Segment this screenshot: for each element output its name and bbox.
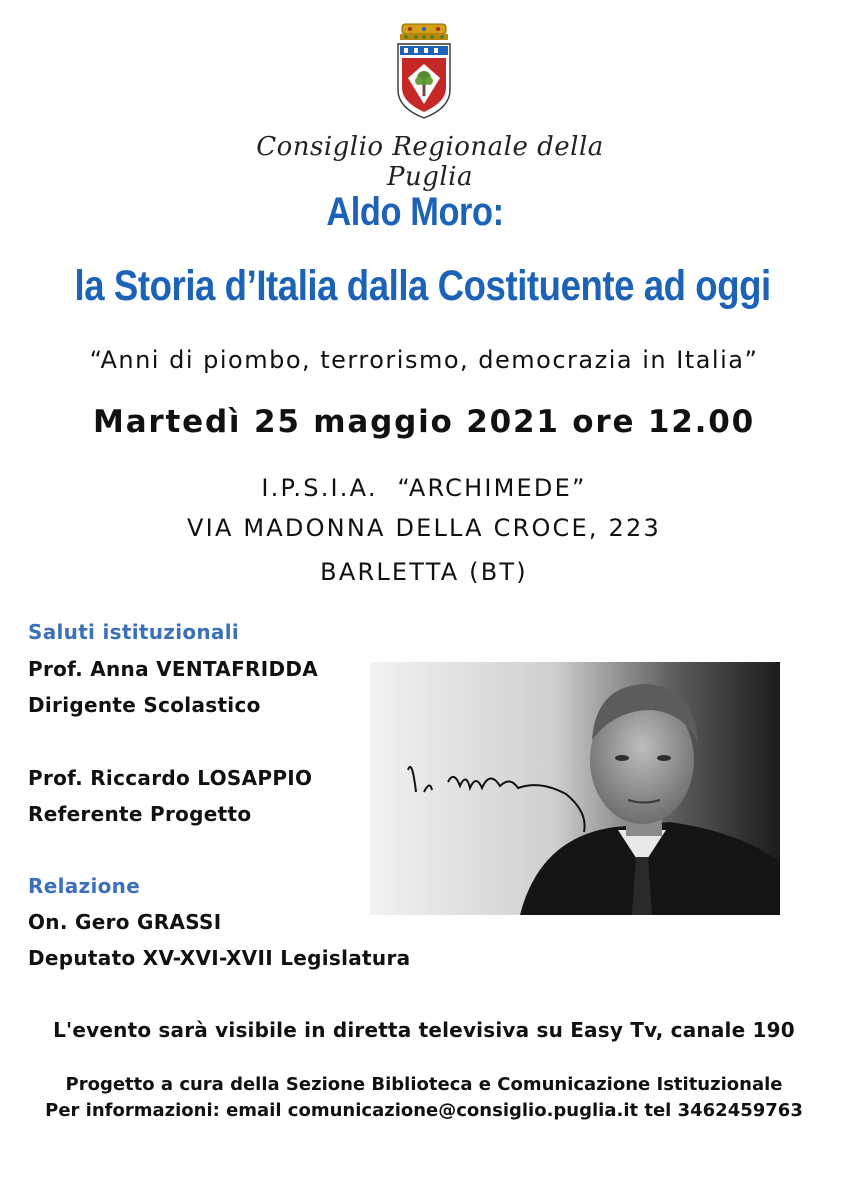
broadcast-info: L'evento sarà visibile in diretta televisiva su Easy Tv, canale 190 xyxy=(53,1018,795,1042)
contact-info: Per informazioni: email comunicazione@consiglio.puglia.it tel 3462459763 xyxy=(45,1100,803,1121)
greeting-2-name: Prof. Riccardo LOSAPPIO xyxy=(28,766,313,790)
event-title-line-2: la Storia d’Italia dalla Costituente ad oggi xyxy=(74,262,771,310)
talk-speaker-role: Deputato XV-XVI-XVII Legislatura xyxy=(28,946,411,970)
greeting-1-name: Prof. Anna VENTAFRIDDA xyxy=(28,657,319,681)
organization-name: Consiglio Regionale della Puglia xyxy=(256,132,604,192)
aldo-moro-portrait-photo xyxy=(370,662,780,915)
venue-city: BARLETTA (BT) xyxy=(320,558,528,586)
venue-address: VIA MADONNA DELLA CROCE, 223 xyxy=(187,514,661,542)
puglia-coat-of-arms-icon xyxy=(388,22,460,122)
venue-name: I.P.S.I.A. “ARCHIMEDE” xyxy=(261,474,587,502)
greeting-2-role: Referente Progetto xyxy=(28,802,252,826)
project-credit: Progetto a cura della Sezione Biblioteca e Comunicazione Istituzionale xyxy=(65,1074,783,1095)
greetings-label: Saluti istituzionali xyxy=(28,620,240,644)
event-date: Martedì 25 maggio 2021 ore 12.00 xyxy=(93,404,755,440)
talk-label: Relazione xyxy=(28,874,141,898)
event-subtitle: “Anni di piombo, terrorismo, democrazia in Italia” xyxy=(89,346,759,374)
event-title-line-1: Aldo Moro: xyxy=(326,190,504,234)
talk-speaker-name: On. Gero GRASSI xyxy=(28,910,222,934)
greeting-1-role: Dirigente Scolastico xyxy=(28,693,261,717)
